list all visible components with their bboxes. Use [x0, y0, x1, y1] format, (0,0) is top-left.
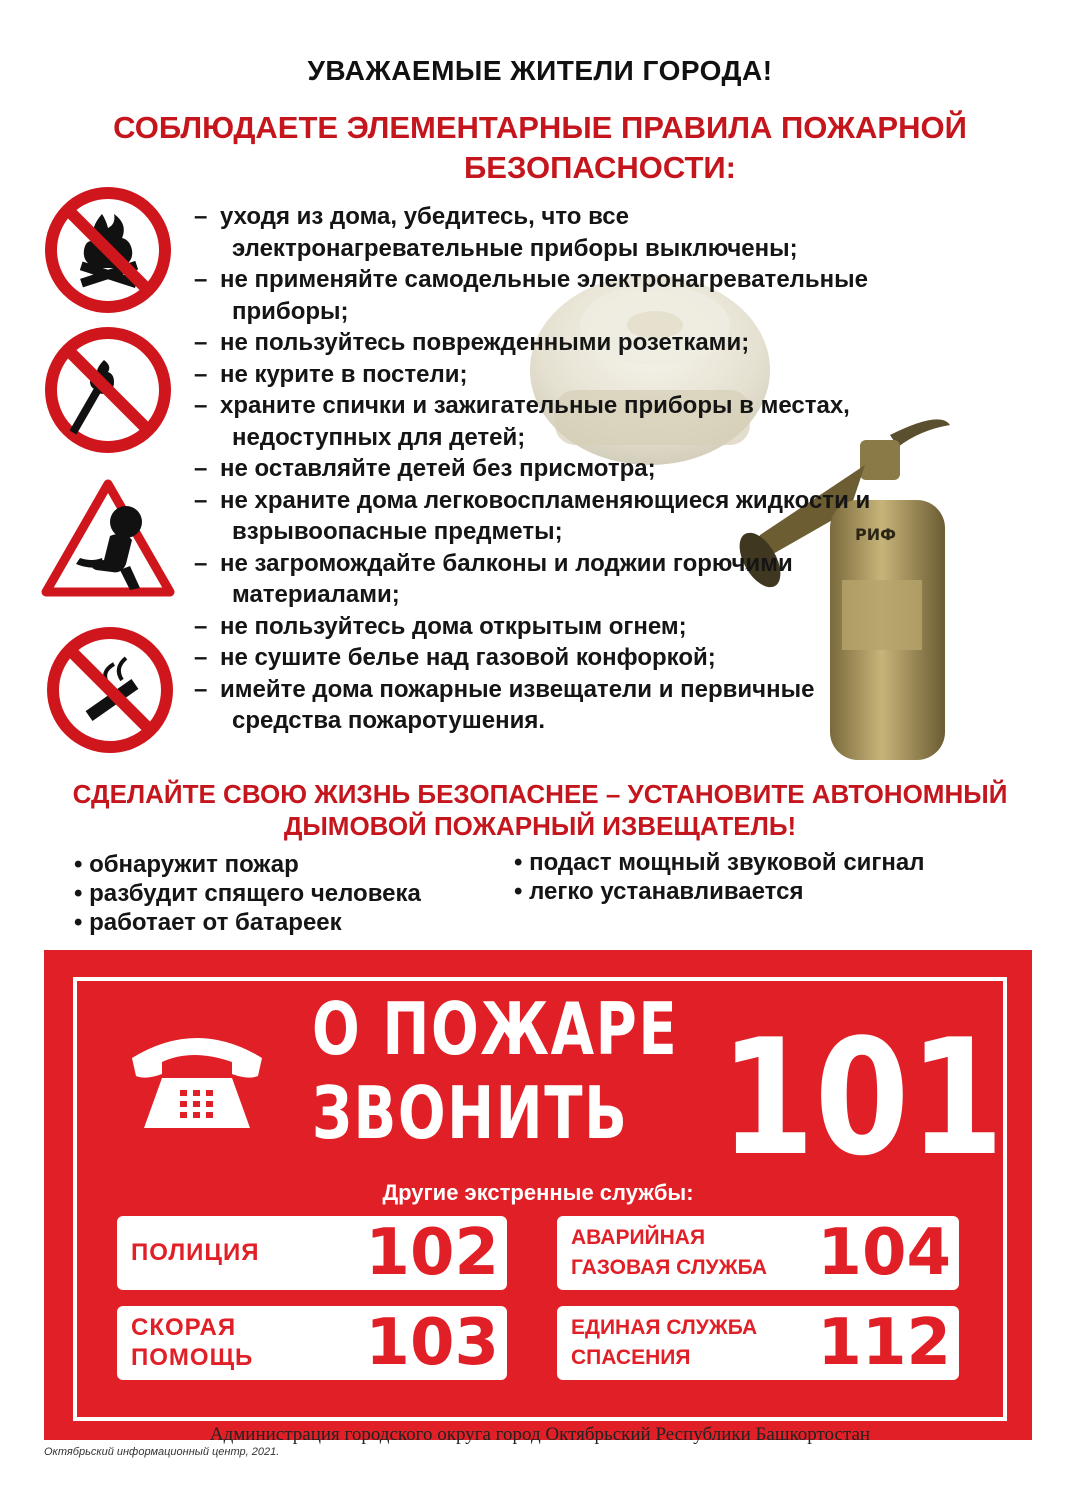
- feature-item: • подаст мощный звуковой сигнал: [514, 849, 925, 876]
- features-right: [514, 848, 925, 906]
- rule-item: – не пользуйтесь поврежденными розетками;: [194, 329, 750, 356]
- service-card-ambulance: [117, 1306, 507, 1380]
- service-number: 103: [365, 1306, 499, 1380]
- headline: [30, 108, 1050, 188]
- service-label: АВАРИЙНАЯ ГАЗОВАЯ СЛУЖБА: [571, 1226, 768, 1279]
- rule-item: – не сушите белье над газовой конфоркой;: [194, 644, 716, 671]
- service-card-rescue: [557, 1306, 959, 1380]
- service-label: ПОЛИЦИЯ: [131, 1239, 260, 1266]
- fire-number: 101: [720, 1004, 1004, 1191]
- feature-item: • легко устанавливается: [514, 878, 804, 905]
- feature-item: • обнаружит пожар: [74, 851, 299, 878]
- issuer-text: Администрация городского округа город Октябрьский Республики Башкортостан: [209, 1424, 871, 1445]
- rule-item: – не применяйте самодельные электронагревательные приборы;: [194, 266, 868, 325]
- rule-item: – уходя из дома, убедитесь, что все электронагревательные приборы выключены;: [194, 203, 798, 262]
- child-warning-icon: [40, 476, 176, 600]
- rule-item: – не загромождайте балконы и лоджии горючими материалами;: [194, 549, 793, 608]
- service-label: ЕДИНАЯ СЛУЖБА СПАСЕНИЯ: [571, 1316, 758, 1369]
- service-number: 112: [817, 1306, 951, 1380]
- headline-line2: БЕЗОПАСНОСТИ:: [463, 150, 737, 185]
- rule-item: – имейте дома пожарные извещатели и первичные средства пожаротушения.: [194, 675, 815, 734]
- greeting-title: УВАЖАЕМЫЕ ЖИТЕЛИ ГОРОДА!: [307, 55, 773, 86]
- telephone-icon: [122, 1028, 272, 1138]
- emergency-panel: [44, 950, 1032, 1440]
- extinguisher-label: РИФ: [855, 525, 896, 544]
- fire-call-line2: ЗВОНИТЬ: [312, 1071, 629, 1155]
- service-number: 104: [817, 1216, 951, 1290]
- rule-item: – не пользуйтесь дома открытым огнем;: [194, 612, 687, 640]
- service-label: СКОРАЯ ПОМОЩЬ: [131, 1314, 254, 1371]
- fire-safety-rules-list: [194, 201, 994, 737]
- rule-item: – не оставляйте детей без присмотра;: [194, 455, 656, 482]
- rule-item: – храните спички и зажигательные приборы в местах, недоступных для детей;: [194, 392, 850, 451]
- rule-item: – не храните дома легковоспламеняющиеся жидкости и взрывоопасные предметы;: [194, 486, 871, 545]
- service-card-gas: [557, 1216, 959, 1290]
- no-matches-icon: [42, 324, 174, 456]
- service-card-police: [117, 1216, 507, 1290]
- rule-item: – не курите в постели;: [194, 360, 468, 388]
- promo-line1: СДЕЛАЙТЕ СВОЮ ЖИЗНЬ БЕЗОПАСНЕЕ – УСТАНОВИТЕ АВТОНОМНЫЙ: [72, 779, 1008, 809]
- fire-call-line1: О ПОЖАРЕ: [312, 987, 679, 1071]
- feature-item: • разбудит спящего человека: [74, 880, 421, 907]
- no-open-fire-icon: [42, 184, 174, 316]
- other-services-title: Другие экстренные службы:: [382, 1180, 694, 1205]
- features-left: [74, 850, 421, 937]
- promo-line2: ДЫМОВОЙ ПОЖАРНЫЙ ИЗВЕЩАТЕЛЬ!: [283, 811, 797, 841]
- headline-line1: СОБЛЮДАЕТЕ ЭЛЕМЕНТАРНЫЕ ПРАВИЛА ПОЖАРНОЙ: [113, 110, 967, 145]
- no-smoking-icon: [44, 624, 176, 756]
- credit-text: Октябрьский информационный центр, 2021.: [44, 1446, 280, 1458]
- smoke-detector-promo: [20, 778, 1060, 842]
- service-number: 102: [365, 1216, 499, 1290]
- feature-item: • работает от батареек: [74, 909, 342, 936]
